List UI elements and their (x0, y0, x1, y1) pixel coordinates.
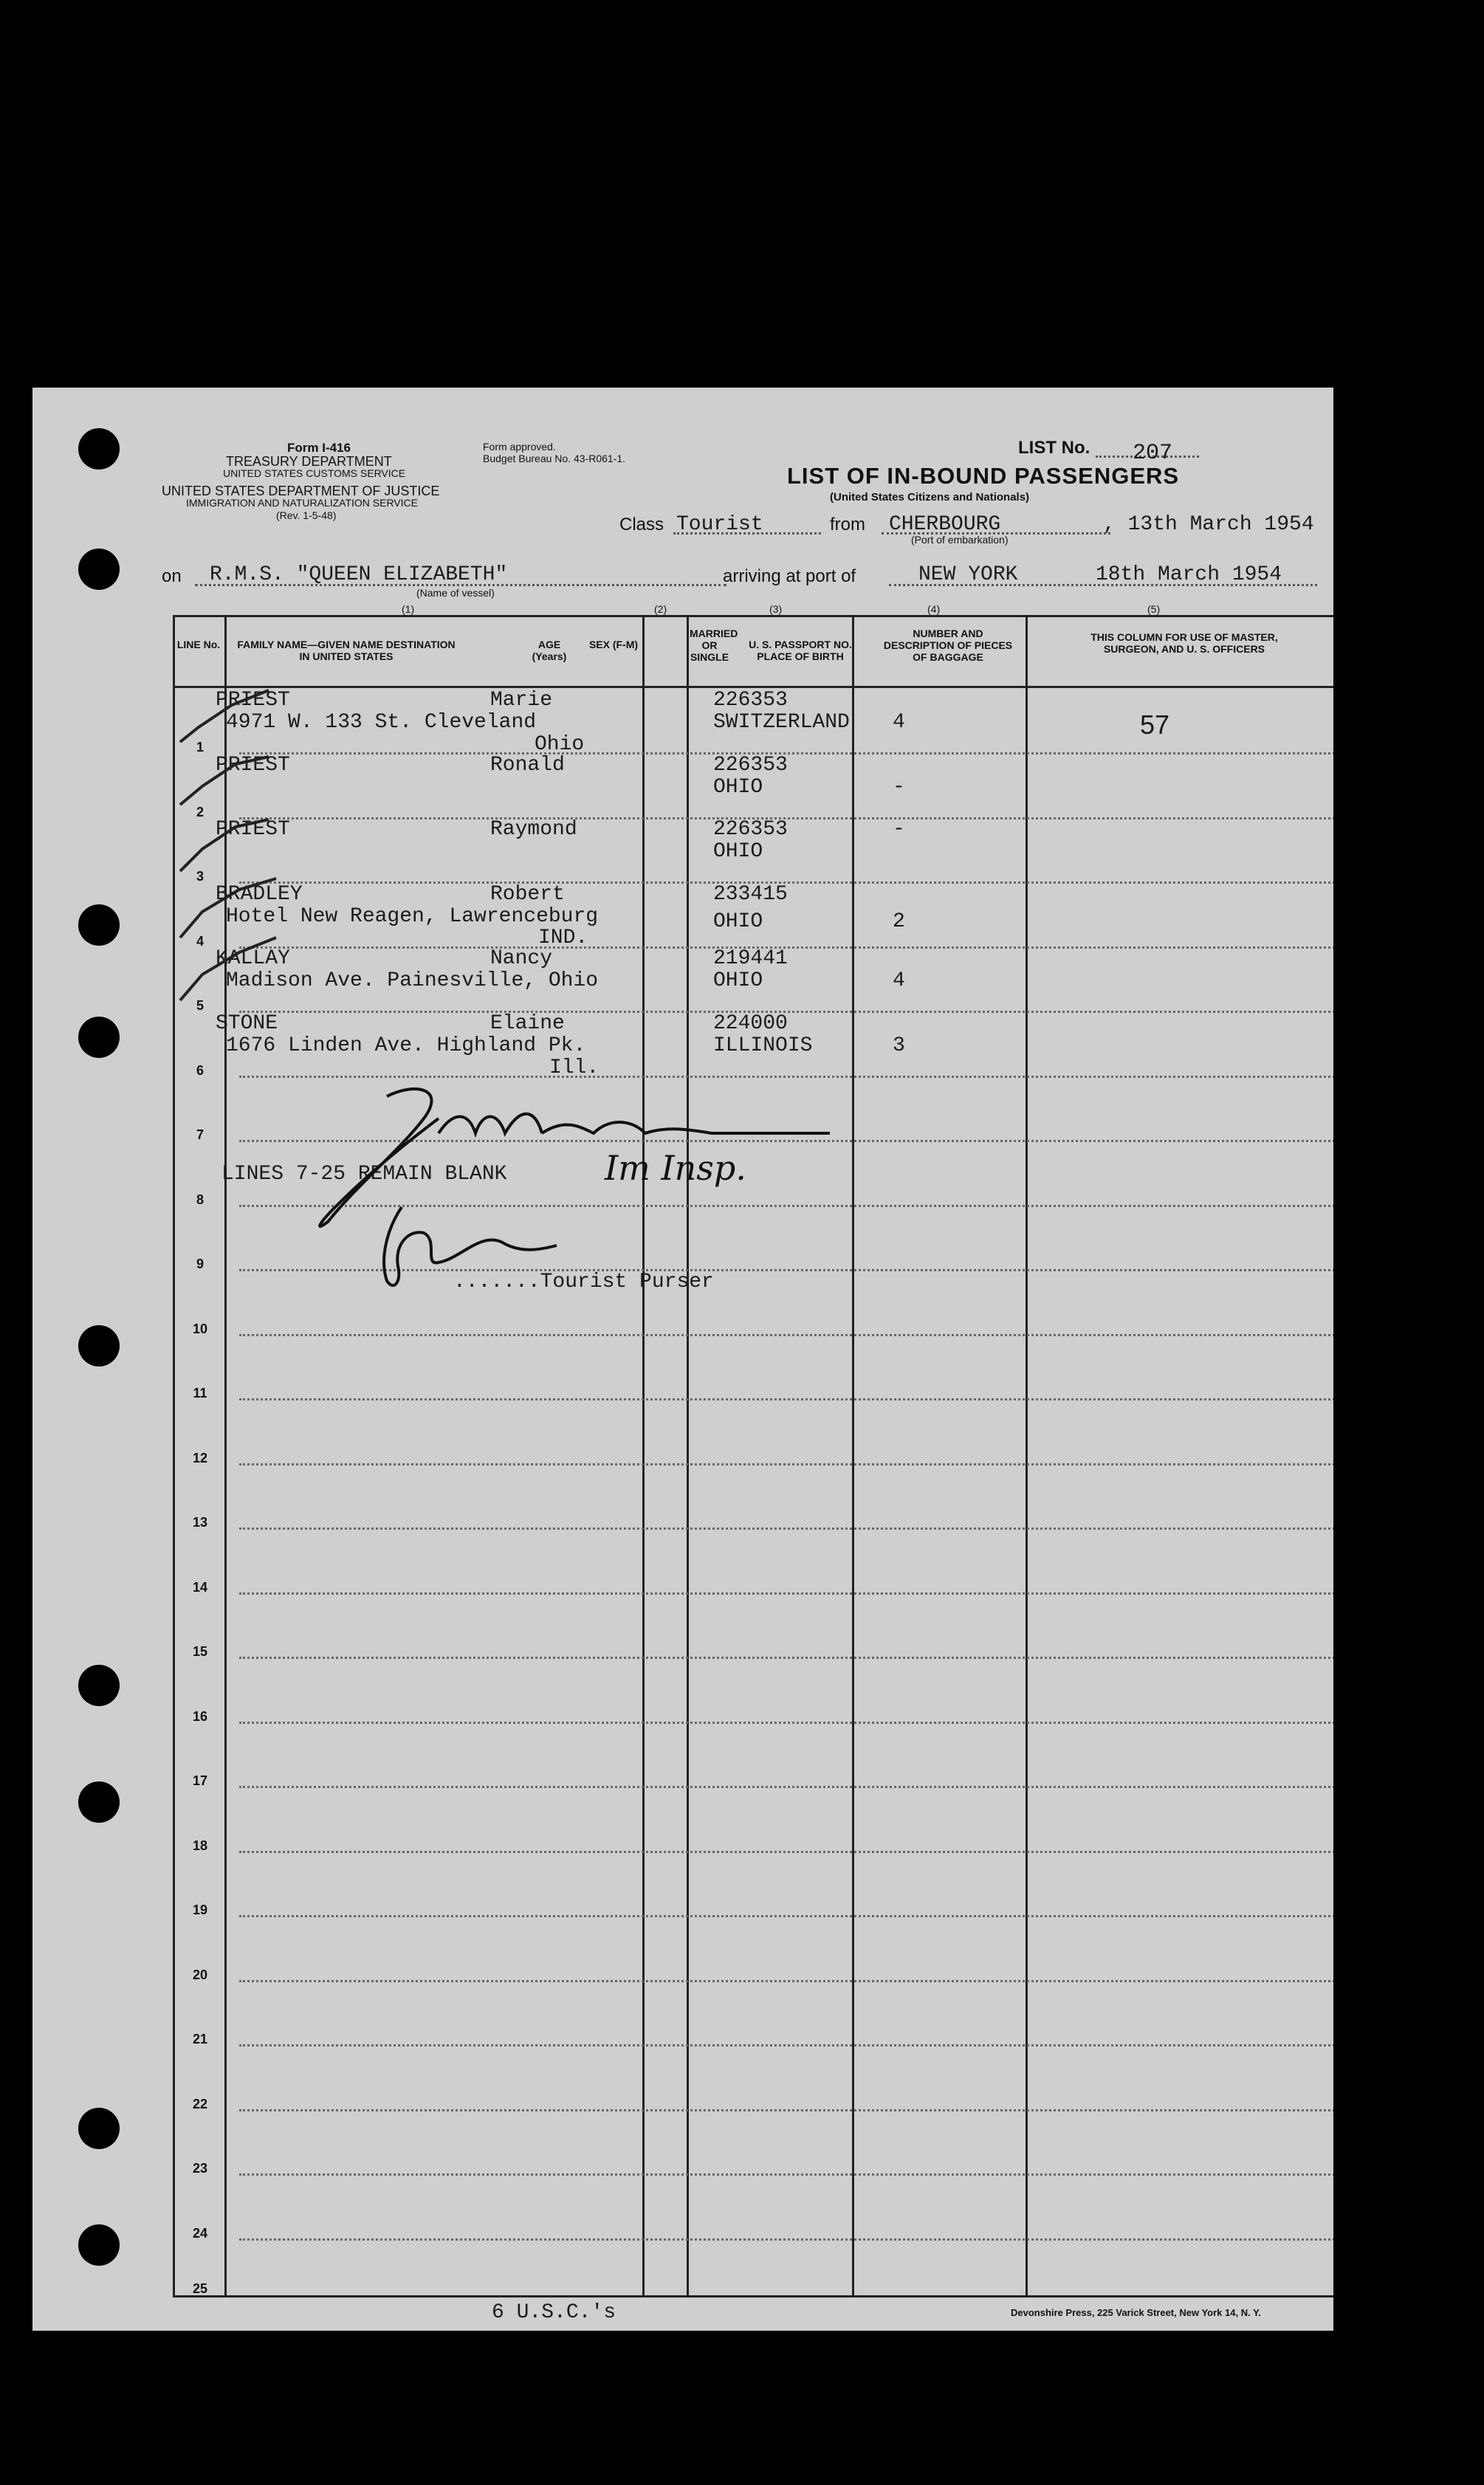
destination-state: Ohio (535, 733, 585, 756)
destination: 1676 Linden Ave. Highland Pk. (226, 1034, 586, 1057)
col-header-officers: THIS COLUMN FOR USE OF MASTER, SURGEON, AND U. S. OFFICERS (1090, 631, 1278, 655)
passport-number: 224000 (713, 1012, 788, 1035)
line-number: 14 (192, 1580, 208, 1595)
arrival-port: NEW YORK (918, 563, 1018, 586)
line-number: 9 (196, 1257, 204, 1271)
baggage-count: 4 (893, 969, 905, 992)
family-name: PRIEST (216, 754, 290, 777)
row-line (239, 1915, 1333, 1917)
officer-note: 57 (1140, 709, 1170, 740)
destination: Hotel New Reagen, Lawrenceburg (226, 905, 599, 928)
punch-hole (78, 428, 120, 470)
place-of-birth: OHIO (713, 840, 763, 863)
row-line (239, 1463, 1333, 1465)
place-of-birth: ILLINOIS (713, 1034, 813, 1057)
row-line (239, 1334, 1333, 1336)
line-number: 17 (192, 1773, 208, 1788)
line-number: 16 (192, 1709, 208, 1724)
row-line (239, 2109, 1333, 2111)
treasury-dept: TREASURY DEPARTMENT (226, 454, 392, 469)
row-line (239, 2238, 1333, 2241)
col-header-married: MARRIED OR SINGLE (690, 628, 738, 663)
destination: 4971 W. 133 St. Cleveland (226, 711, 537, 734)
check-marks (165, 683, 313, 1052)
lines-blank-note: LINES 7-25 REMAIN BLANK (221, 1163, 507, 1186)
manifest-page (32, 388, 1333, 2331)
class-label: Class (619, 515, 664, 535)
col-number-1: (1) (402, 603, 415, 615)
form-approved: Form approved. (483, 441, 556, 453)
place-of-birth: OHIO (713, 910, 763, 933)
given-name: Robert (490, 883, 565, 906)
col-header-age: AGE (Years) (532, 639, 567, 662)
table-bottom-border (173, 2295, 1333, 2297)
departure-date: , 13th March 1954 (1103, 513, 1314, 536)
revision: (Rev. 1-5-48) (276, 509, 337, 521)
destination-state: IND. (538, 927, 588, 949)
col-number-5: (5) (1147, 603, 1161, 615)
col-number-4: (4) (927, 603, 941, 615)
family-name: PRIEST (216, 818, 290, 841)
given-name: Elaine (490, 1012, 565, 1035)
baggage-count: - (893, 818, 905, 841)
row-line (239, 1657, 1333, 1659)
row-line (239, 1722, 1333, 1724)
line-number: 19 (192, 1903, 208, 1917)
vessel-name: R.M.S. "QUEEN ELIZABETH" (210, 563, 508, 586)
arriving-label: arriving at port of (723, 566, 856, 586)
row-line (239, 1527, 1333, 1530)
given-name: Nancy (490, 947, 553, 970)
col-header-line-no: LINE No. (176, 639, 221, 650)
family-name: PRIEST (216, 689, 290, 712)
baggage-count: 4 (893, 711, 905, 734)
line-number: 25 (192, 2281, 208, 2296)
arrival-date: 18th March 1954 (1096, 563, 1282, 586)
row-line (239, 1592, 1333, 1595)
purser-line: .......Tourist Purser (453, 1271, 714, 1293)
punch-hole (78, 1325, 120, 1367)
given-name: Marie (490, 689, 553, 712)
table-header-border (173, 686, 1333, 688)
line-number: 3 (196, 869, 204, 884)
form-subtitle: (United States Citizens and Nationals) (830, 491, 1030, 503)
baggage-count: - (893, 776, 905, 799)
line-number: 12 (192, 1451, 208, 1465)
passport-number: 226353 (713, 818, 788, 841)
from-note: (Port of embarkation) (911, 534, 1009, 546)
line-number: 15 (192, 1644, 208, 1659)
list-label: LIST No. (1018, 438, 1090, 458)
line-number: 2 (196, 805, 204, 819)
destination-state: Ill. (549, 1056, 600, 1079)
punch-hole (78, 549, 120, 590)
destination: Madison Ave. Painesville, Ohio (226, 969, 599, 992)
place-of-birth: SWITZERLAND (713, 711, 850, 734)
ins-service: IMMIGRATION AND NATURALIZATION SERVICE (186, 497, 418, 509)
row-line (239, 1851, 1333, 1853)
col-header-passport: U. S. PASSPORT NO. PLACE OF BIRTH (749, 639, 852, 662)
line-number: 11 (193, 1386, 207, 1400)
line-number: 7 (196, 1127, 204, 1142)
line-number: 21 (192, 2032, 208, 2046)
punch-hole (78, 2224, 120, 2266)
inspector-title: Im Insp. (605, 1148, 746, 1188)
on-label: on (162, 566, 182, 586)
line-number: 23 (192, 2161, 208, 2176)
given-name: Ronald (490, 754, 565, 777)
punch-hole (78, 904, 120, 946)
line-number: 5 (196, 998, 204, 1013)
from-value: CHERBOURG (889, 513, 1001, 536)
line-number: 18 (192, 1838, 208, 1853)
from-label: from (830, 515, 865, 535)
passport-number: 219441 (713, 947, 788, 970)
row-line (239, 1786, 1333, 1788)
passport-number: 226353 (713, 689, 788, 712)
family-name: STONE (216, 1012, 278, 1035)
vessel-note: (Name of vessel) (416, 587, 495, 599)
col-header-name: FAMILY NAME—GIVEN NAME DESTINATION IN UNITED STATES (237, 639, 456, 662)
row-line (239, 2173, 1333, 2176)
line-number: 4 (196, 934, 204, 949)
baggage-count: 2 (893, 910, 905, 933)
baggage-count: 3 (893, 1034, 905, 1057)
given-name: Raymond (490, 818, 577, 841)
form-title: LIST OF IN-BOUND PASSENGERS (787, 463, 1180, 489)
punch-hole (78, 2108, 120, 2149)
passport-number: 233415 (713, 883, 788, 906)
place-of-birth: OHIO (713, 969, 763, 992)
row-line (239, 1398, 1333, 1400)
col-number-2: (2) (654, 603, 667, 615)
class-value: Tourist (676, 513, 763, 536)
customs-service: UNITED STATES CUSTOMS SERVICE (223, 467, 406, 479)
line-number: 1 (196, 740, 204, 755)
line-number: 24 (192, 2226, 208, 2241)
col-header-baggage: NUMBER AND DESCRIPTION OF PIECES OF BAGGAGE (883, 628, 1013, 663)
place-of-birth: OHIO (713, 776, 763, 799)
punch-hole (78, 1017, 120, 1058)
col-number-3: (3) (769, 603, 783, 615)
line-number: 10 (192, 1321, 208, 1336)
justice-dept: UNITED STATES DEPARTMENT OF JUSTICE (162, 484, 440, 498)
row-line (239, 2044, 1333, 2046)
punch-hole (78, 1665, 120, 1706)
line-number: 6 (196, 1063, 204, 1078)
line-number: 22 (192, 2097, 208, 2111)
passport-number: 226353 (713, 754, 788, 777)
family-name: KALLAY (216, 947, 290, 970)
table-top-border (173, 615, 1333, 617)
row-line (239, 1980, 1333, 1982)
budget-bureau: Budget Bureau No. 43-R061-1. (483, 453, 626, 464)
family-name: BRADLEY (216, 883, 303, 906)
punch-hole (78, 1781, 120, 1823)
citizen-count: 6 U.S.C.'s (492, 2301, 616, 2324)
form-number: Form I-416 (287, 441, 351, 455)
col-header-sex: SEX (F-M) (588, 639, 639, 650)
line-number: 13 (192, 1515, 208, 1530)
line-number: 8 (196, 1192, 204, 1207)
line-number: 20 (192, 1967, 208, 1982)
printer-imprint: Devonshire Press, 225 Varick Street, New York 14, N. Y. (1011, 2307, 1261, 2318)
list-number: 207 (1133, 441, 1173, 466)
